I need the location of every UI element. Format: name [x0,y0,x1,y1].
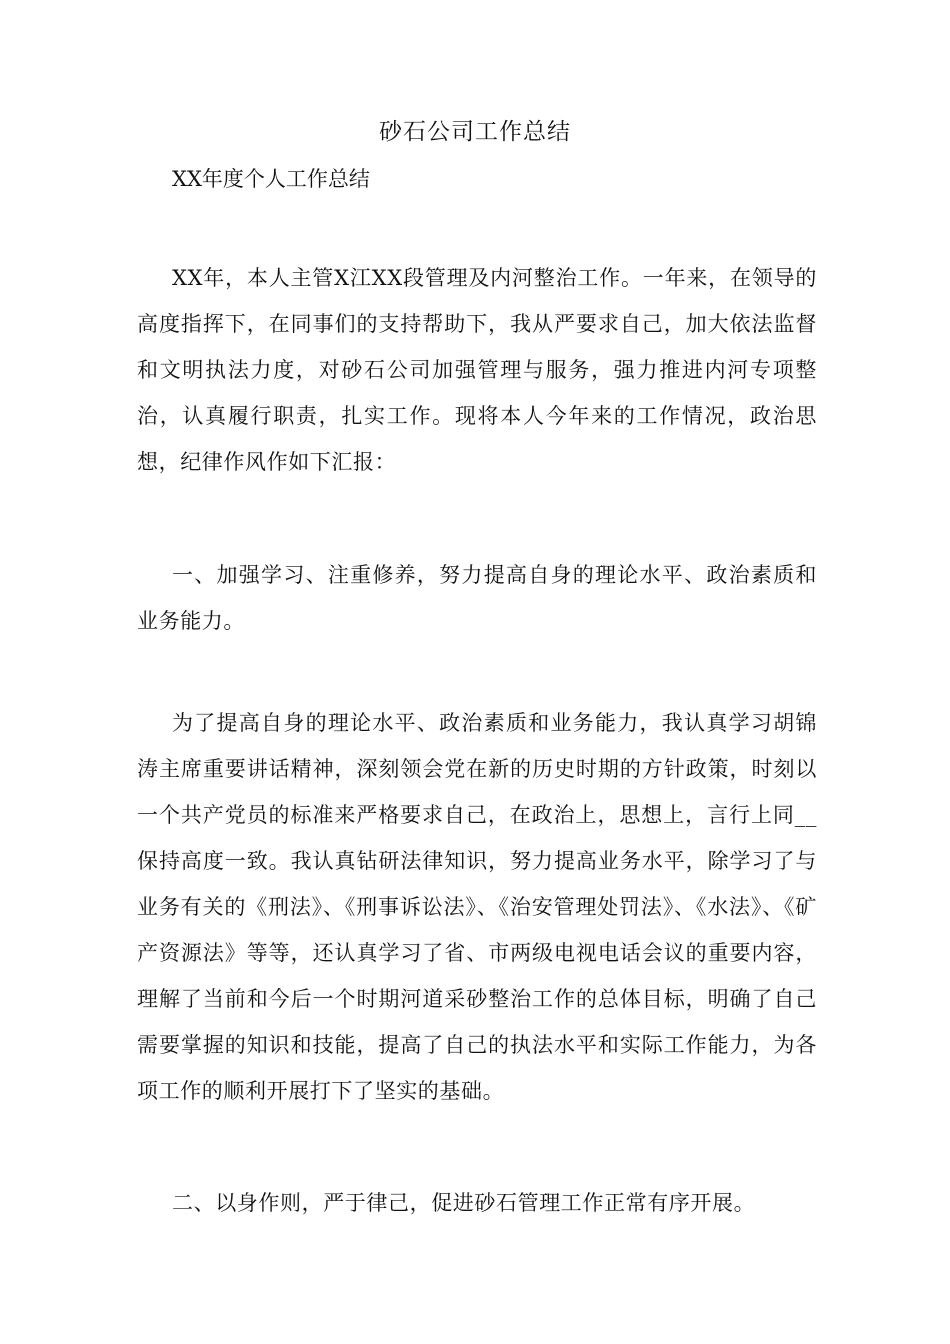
paragraph-intro: XX年，本人主管X江XX段管理及内河整治工作。一年来，在领导的高度指挥下，在同事们的支持帮助下，我从严要求自己，加大依法监督和文明执法力度，对砂石公司加强管理与服务，强力推进内河专项整治，认真履行职责，扎实工作。现将本人今年来的工作情况，政治思想，纪律作风作如下汇报： [137,266,817,474]
document-subtitle: XX年度个人工作总结 [172,167,370,191]
paragraph-study: 为了提高自身的理论水平、政治素质和业务能力，我认真学习胡锦涛主席重要讲话精神，深刻领会党在新的历史时期的方针政策，时刻以一个共产党员的标准来严格要求自己，在政治上，思想上，言行上同__保持高度一致。我认真钻研法律知识，努力提高业务水平，除学习了与业务有关的《刑法》、《刑事诉讼法》、《治安管理处罚法》、《水法》、《矿产资源法》等等，还认真学习了省、市两级电视电话会议的重要内容，理解了当前和今后一个时期河道采砂整治工作的总体目标，明确了自己需要掌握的知识和技能，提高了自己的执法水平和实际工作能力，为各项工作的顺利开展打下了坚实的基础。 [137,711,817,1103]
section-heading-2: 二、以身作则，严于律己，促进砂石管理工作正常有序开展。 [172,1191,756,1215]
section-heading-1: 一、加强学习、注重修养，努力提高自身的理论水平、政治素质和业务能力。 [137,563,817,633]
document-title: 砂石公司工作总结 [379,119,571,145]
